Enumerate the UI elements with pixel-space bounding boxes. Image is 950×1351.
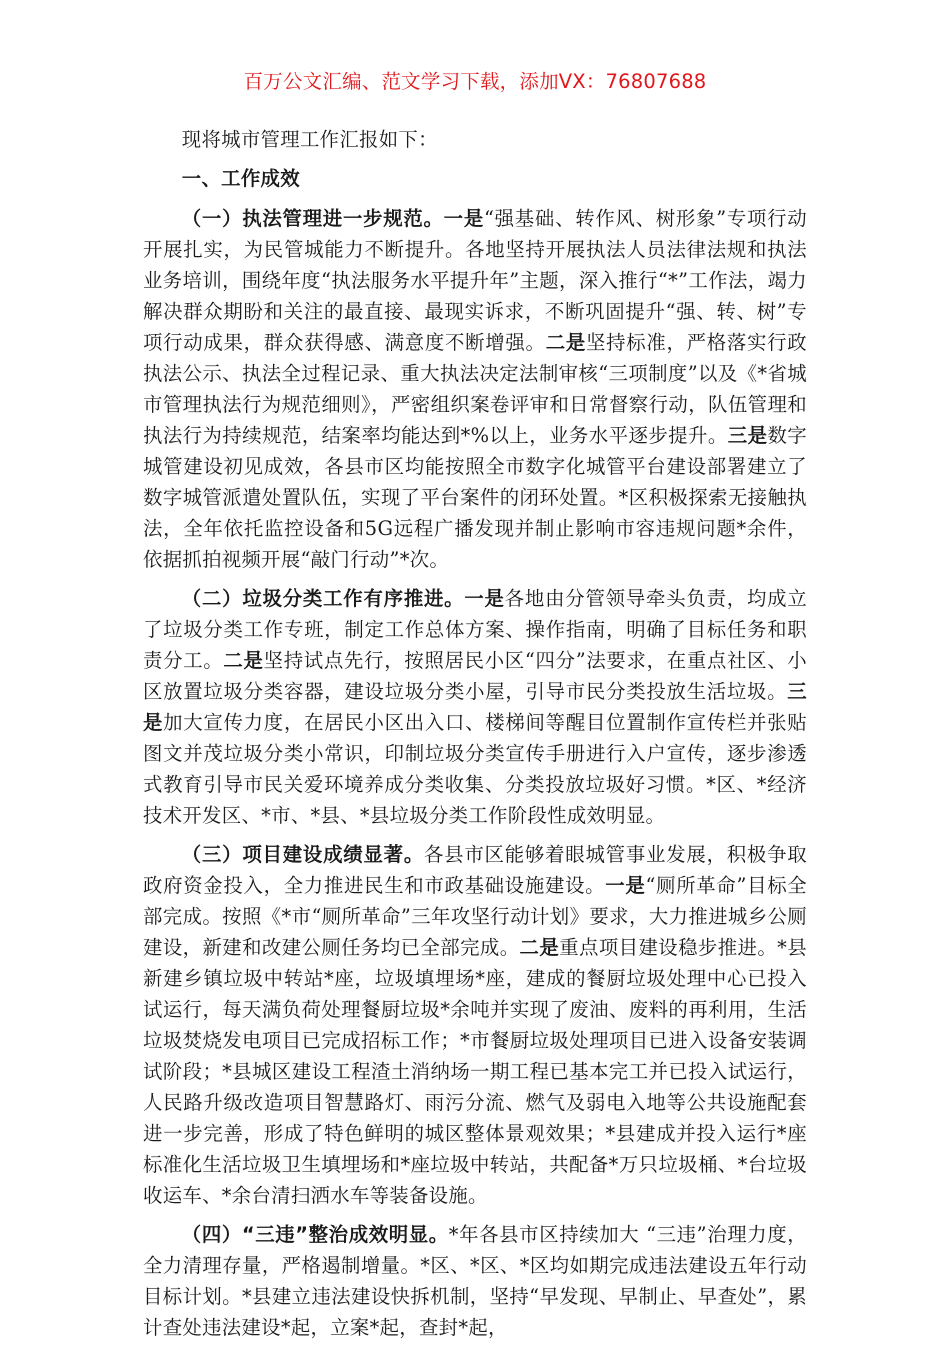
intro-paragraph: 现将城市管理工作汇报如下： [181, 128, 438, 151]
point-text: 各地由分管领导牵头负责，均成立了垃圾分类工作专班，制定工作总体方案、操作指南，明确了目标任务和职责分工。 [143, 587, 808, 672]
point-marker: 二是 [545, 331, 586, 354]
section-lead: *年各县市区持续加大 “三违”治理力度，全力清理存量，严格遏制增量。*区、*区、*区均如期完成违法建设五年行动目标计划。*县建立违法建设快拆机制，坚持“早发现、早制止、早查处”，累计查处违法建设*起，立案*起，查封*起， [143, 1223, 808, 1339]
section-title: （二）垃圾分类工作有序推进。 [181, 587, 465, 610]
section-paragraph-4 [143, 1219, 807, 1343]
point-text: 坚持试点先行，按照居民小区“四分”法要求，在重点社区、小区放置垃圾分类容器，建设垃圾分类小屋，引导市民分类投放生活垃圾。 [143, 649, 807, 703]
section-title: （四）“三违”整治成效明显。 [181, 1223, 449, 1246]
point-marker: 二是 [223, 649, 264, 672]
section-paragraph-2 [143, 583, 807, 831]
section-paragraph-1 [143, 203, 807, 575]
section-paragraph-3 [143, 839, 807, 1211]
point-text: “厕所革命”目标全部完成。按照《*市“厕所革命”三年攻坚行动计划》要求，大力推进城乡公厕建设，新建和改建公厕任务均已全部完成。 [143, 874, 807, 959]
section-title: （三）项目建设成绩显著。 [181, 843, 424, 866]
point-marker: 三是 [143, 680, 807, 734]
section-lead: 各县市区能够着眼城管事业发展，积极争取政府资金投入，全力推进民生和市政基础设施建设。 [143, 843, 807, 897]
section-heading: 一、工作成效 [181, 167, 300, 190]
point-marker: 一是 [605, 874, 646, 897]
section-title: （一）执法管理进一步规范。 [181, 207, 444, 230]
point-text: 加大宣传力度，在居民小区出入口、楼梯间等醒目位置制作宣传栏并张贴图文并茂垃圾分类小常识，印制垃圾分类宣传手册进行入户宣传，逐步渗透式教育引导市民关爱环境养成分类收集、分类投放垃圾好习惯。*区、*经济技术开发区、*市、*县、*县垃圾分类工作阶段性成效明显。 [143, 711, 807, 827]
point-text: 重点项目建设稳步推进。*县新建乡镇垃圾中转站*座，垃圾填埋场*座，建成的餐厨垃圾处理中心已投入试运行，每天满负荷处理餐厨垃圾*余吨并实现了废油、废料的再利用，生活垃圾焚烧发电项目已完成招标工作；*市餐厨垃圾处理项目已进入设备安装调试阶段；*县城区建设工程渣土消纳场一期工程已基本完工并已投入试运行，人民路升级改造项目智慧路灯、雨污分流、燃气及弱电入地等公共设施配套进一步完善，形成了特色鲜明的城区整体景观效果；*县建成并投入运行*座标准化生活垃圾卫生填埋场和*座垃圾中转站，共配备*万只垃圾桶、*台垃圾收运车、*余台清扫洒水车等装备设施。 [143, 936, 807, 1207]
document-body [143, 124, 807, 1351]
point-marker: 一是 [464, 587, 505, 610]
point-marker: 一是 [443, 207, 484, 230]
point-text: 坚持标准，严格落实行政执法公示、执法全过程记录、重大执法决定法制审核“三项制度”以及《*省城市管理执法行为规范细则》，严密组织案卷评审和日常督察行动，队伍管理和执法行为持续规范，结案率均能达到*%以上，业务水平逐步提升。 [143, 331, 807, 447]
point-marker: 三是 [727, 424, 768, 447]
point-marker: 二是 [519, 936, 560, 959]
point-text: “强基础、转作风、树形象”专项行动开展扎实，为民管城能力不断提升。各地坚持开展执法人员法律法规和执法业务培训，围绕年度“执法服务水平提升年”主题，深入推行“*”工作法，竭力解决群众期盼和关注的最直接、最现实诉求，不断巩固提升“强、转、树”专项行动成果，群众获得感、满意度不断增强。 [143, 207, 807, 354]
point-text: 数字城管建设初见成效，各县市区均能按照全市数字化城管平台建设部署建立了数字城管派遣处置队伍，实现了平台案件的闭环处置。*区积极探索无接触执法，全年依托监控设备和5G远程广播发现并制止影响市容违规问题*余件，依据抓拍视频开展“敲门行动”*次。 [143, 424, 807, 571]
header-banner: 百万公文汇编、范文学习下载，添加VX：76807688 [243, 70, 707, 93]
